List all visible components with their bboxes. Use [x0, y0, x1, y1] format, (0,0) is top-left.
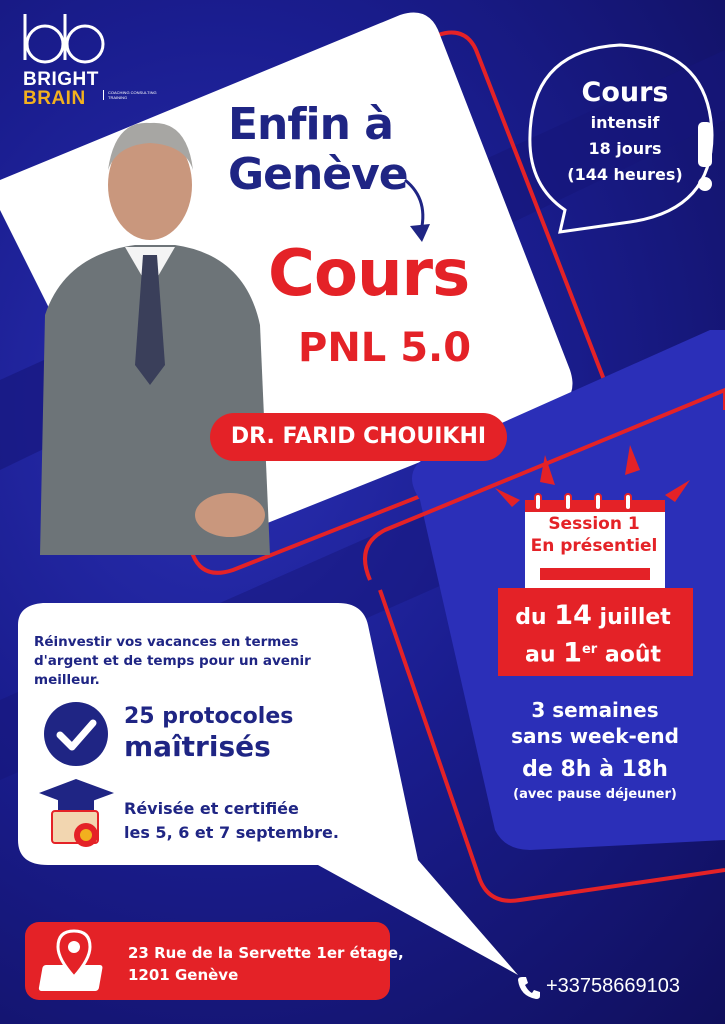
from-day: 14	[554, 600, 592, 631]
bright-brain-logo	[25, 14, 103, 62]
address-line1: 23 Rue de la Servette 1er étage,	[128, 944, 404, 962]
address	[128, 942, 408, 986]
protocols-line2: maîtrisés	[124, 730, 271, 763]
to-prefix: au	[524, 642, 556, 668]
trainer-name: DR. FARID CHOUIKHI	[210, 413, 507, 461]
headline-line2: Genève	[228, 149, 408, 200]
schedule-line2: sans week-end	[511, 724, 679, 748]
bubble-line2: 18 jours	[588, 139, 662, 158]
cert-line2: les 5, 6 et 7 septembre.	[124, 823, 339, 842]
certificate-icon	[52, 811, 98, 847]
to-day: 1	[563, 637, 582, 669]
session-line2: En présentiel	[530, 536, 658, 556]
date-from	[503, 600, 683, 634]
from-prefix: du	[515, 605, 547, 630]
intensive-bubble	[555, 76, 695, 188]
map-pin-icon	[38, 925, 110, 997]
protocols-line1: 25 protocoles	[124, 704, 294, 729]
schedule-note: (avec pause déjeuner)	[513, 787, 677, 802]
session-line1: Session 1	[548, 514, 640, 534]
session-dates	[503, 600, 683, 671]
bubble-title: Cours	[581, 77, 669, 108]
checkmark-icon	[42, 700, 110, 768]
exclamation-icon	[698, 122, 712, 167]
intro-text: Réinvestir vos vacances en termes d'argent et de temps pour un avenir meilleur.	[34, 634, 311, 688]
brand-line1: BRIGHT	[23, 69, 99, 90]
brand-tagline: COACHING CONSULTING TRAINING	[103, 90, 158, 100]
brand-name	[23, 70, 99, 108]
headline-line1: Enfin à	[228, 99, 393, 150]
certification	[124, 797, 384, 845]
graduation-cap-icon	[34, 775, 119, 855]
bubble-line1: intensif	[590, 113, 660, 132]
schedule-line1: 3 semaines	[531, 698, 659, 722]
to-sup: er	[581, 642, 598, 657]
phone-icon	[516, 974, 542, 1000]
schedule	[490, 697, 700, 803]
address-line2: 1201 Genève	[128, 966, 239, 984]
phone-number[interactable]: +33758669103	[546, 975, 681, 997]
schedule-hours: de 8h à 18h	[522, 757, 668, 782]
to-month: août	[604, 642, 662, 668]
course-title: Cours	[268, 237, 470, 311]
course-name: PNL 5.0	[298, 325, 472, 371]
cert-line1: Révisée et certifiée	[124, 799, 299, 818]
date-to	[503, 634, 683, 671]
protocols	[124, 703, 344, 763]
headline	[228, 100, 428, 200]
bubble-line3: (144 heures)	[567, 165, 683, 184]
brand-line2: BRAIN	[23, 88, 86, 109]
session-label	[519, 513, 669, 557]
from-month: juillet	[599, 605, 671, 630]
